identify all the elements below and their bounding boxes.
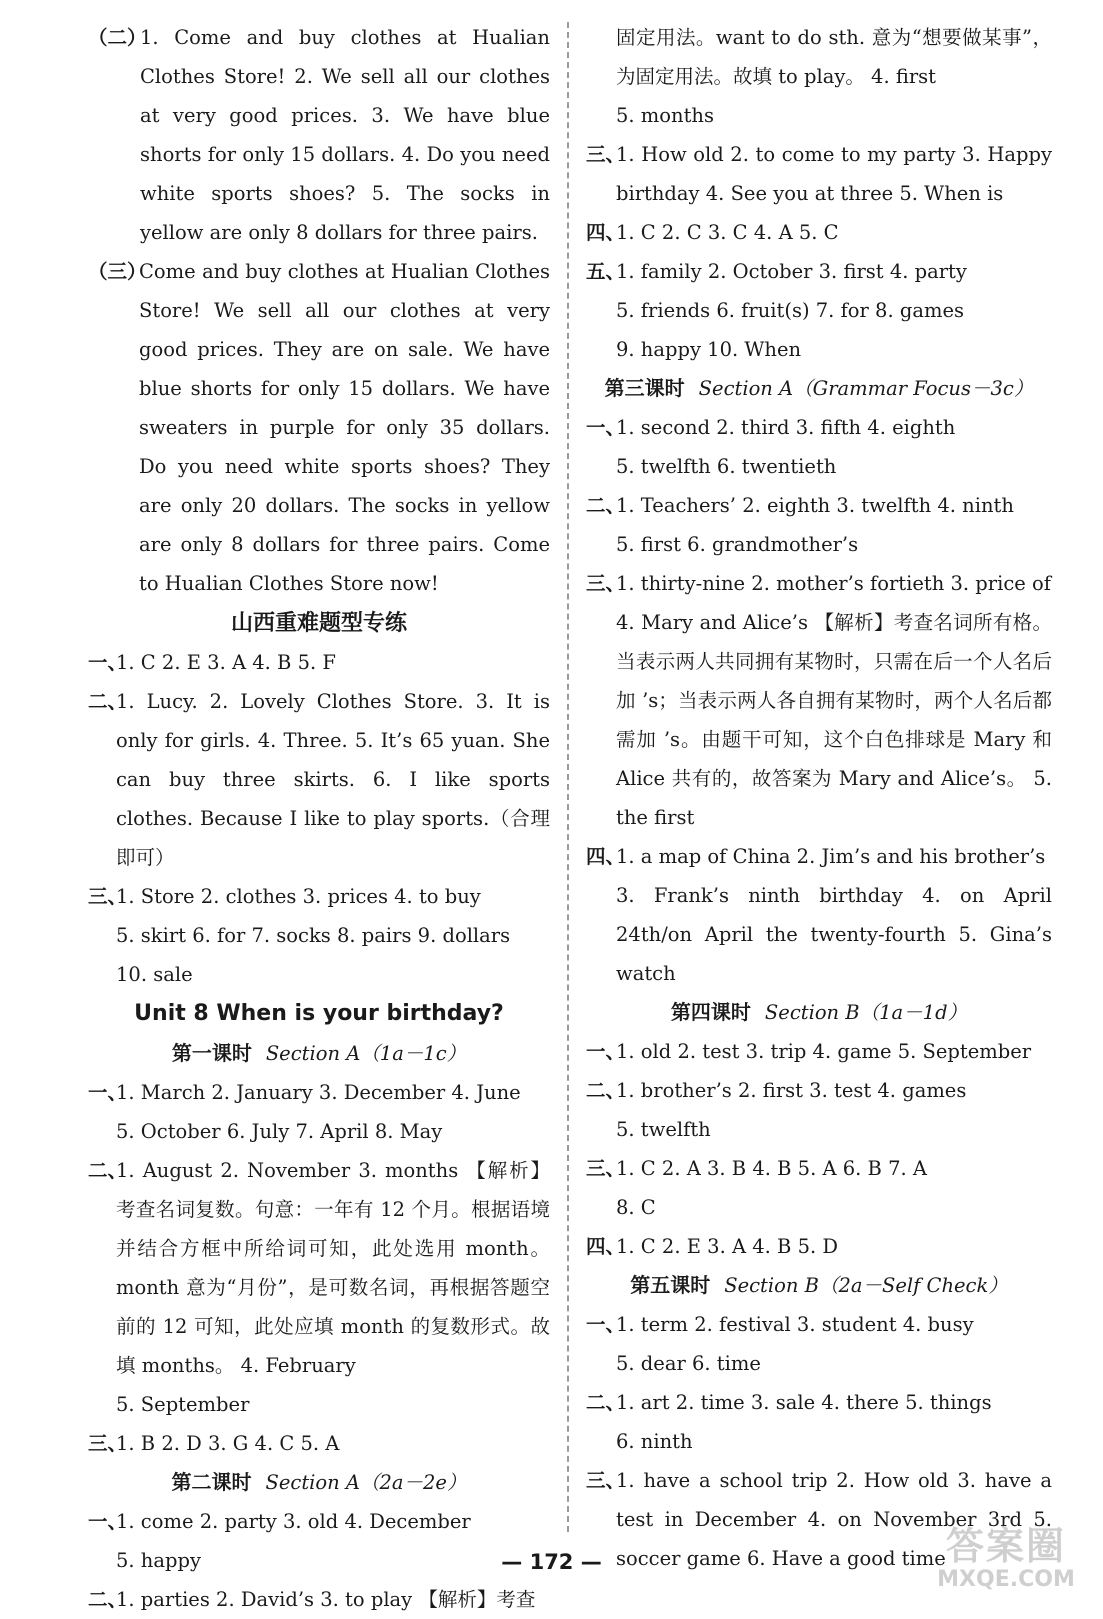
- lesson-title: 第五课时: [630, 1273, 711, 1297]
- lesson-section: Section B（1a－1d）: [764, 1001, 968, 1024]
- column-divider: [567, 22, 569, 1532]
- answer-line: 5. twelfth: [616, 1118, 711, 1141]
- answer-line: 5. friends 6. fruit(s) 7. for 8. games: [616, 299, 964, 322]
- answer-group-label: 一、: [88, 651, 128, 674]
- answer-group-label: 三、: [586, 1157, 626, 1180]
- lesson-title: 第四课时: [670, 1000, 751, 1024]
- lesson-section: Section A（Grammar Focus－3c）: [698, 377, 1034, 400]
- answer-line: 固定用法。want to do sth. 意为“想要做某事”，为固定用法。故填 to play。 4. first: [616, 26, 1052, 88]
- answer-line: 5. skirt 6. for 7. socks 8. pairs 9. dollars: [116, 924, 511, 947]
- answer-line: 1. Teachers’ 2. eighth 3. twelfth 4. ninth: [616, 494, 1014, 517]
- section-heading: 山西重难题型专练: [230, 610, 407, 636]
- watermark-line1: 答案圈: [945, 1524, 1066, 1568]
- answer-group: [88, 1151, 550, 1424]
- unit-heading: Unit 8 When is your birthday?: [134, 1001, 504, 1026]
- answer-line: 1. art 2. time 3. sale 4. there 5. things: [616, 1391, 992, 1414]
- answer-line: 8. C: [616, 1196, 656, 1219]
- answer-group: [88, 18, 550, 252]
- answer-line: 3. Frank’s ninth birthday 4. on April 24th/on April the twenty-fourth 5. Gina’s watch: [616, 884, 1052, 985]
- answer-line: 1. old 2. test 3. trip 4. game 5. September: [616, 1040, 1032, 1063]
- answer-group-label: （二）: [88, 26, 147, 49]
- lesson-heading: [88, 1034, 550, 1073]
- answer-group: [586, 135, 1052, 213]
- answer-group-label: 四、: [586, 845, 626, 868]
- answer-group: [586, 1305, 1052, 1383]
- answer-line: 5. months: [616, 104, 714, 127]
- answer-line: 5. dear 6. time: [616, 1352, 761, 1375]
- answer-line: 1. C 2. E 3. A 4. B 5. D: [616, 1235, 839, 1258]
- answer-line: 1. family 2. October 3. first 4. party: [616, 260, 967, 283]
- answer-line: 5. September: [116, 1393, 250, 1416]
- answer-group: [586, 564, 1052, 837]
- answer-line: 1. March 2. January 3. December 4. June: [116, 1081, 521, 1104]
- lesson-title: 第三课时: [604, 376, 685, 400]
- answer-group-label: 三、: [586, 572, 626, 595]
- lesson-title: 第一课时: [171, 1041, 252, 1065]
- answer-line: 1. brother’s 2. first 3. test 4. games: [616, 1079, 967, 1102]
- right-column: [586, 18, 1052, 1578]
- answer-line: 1. C 2. E 3. A 4. B 5. F: [116, 651, 336, 674]
- answer-group-label: 四、: [586, 221, 626, 244]
- answer-group-label: 二、: [586, 1079, 626, 1102]
- answer-group: [88, 252, 550, 603]
- left-column: [88, 18, 550, 1619]
- answer-group-label: 二、: [88, 1159, 128, 1182]
- watermark-logo: [931, 1524, 1081, 1596]
- lesson-heading: [586, 1266, 1052, 1305]
- answer-group: [586, 1227, 1052, 1266]
- lesson-section: Section A（1a－1c）: [265, 1042, 467, 1065]
- answer-group: [586, 837, 1052, 993]
- answer-group-label: 一、: [586, 1040, 626, 1063]
- answer-line: 1. come 2. party 3. old 4. December: [116, 1510, 471, 1533]
- answer-line: 4. Mary and Alice’s 【解析】考查名词所有格。当表示两人共同拥有某物时，只需在后一个人名后加 ’s；当表示两人各自拥有某物时，两个人名后都需加 ’s。由题干可知，这个白色排球是 Mary 和 Alice 共有的，故答案为 Mary and Alice’s。 5. the first: [616, 611, 1052, 829]
- answer-line: 10. sale: [116, 963, 193, 986]
- answer-group-label: 二、: [88, 1588, 128, 1611]
- answer-line: 1. Store 2. clothes 3. prices 4. to buy: [116, 885, 481, 908]
- answer-group: [586, 213, 1052, 252]
- answer-group: [586, 1383, 1052, 1461]
- answer-line: 5. happy: [116, 1549, 201, 1572]
- lesson-section: Section B（2a－Self Check）: [724, 1274, 1008, 1297]
- answer-group: [88, 682, 550, 877]
- answer-group: [88, 877, 550, 994]
- answer-group-label: 三、: [88, 1432, 128, 1455]
- answer-line: 6. ninth: [616, 1430, 693, 1453]
- page-number: — 172 —: [501, 1550, 602, 1574]
- answer-line: 1. Come and buy clothes at Hualian Clothes Store! 2. We sell all our clothes at very good prices. 3. We have blue shorts for only 15 dollars. 4. Do you need white sports shoes? 5. The socks in yellow are only 8 dollars for three pairs.: [140, 26, 550, 244]
- answer-line: 1. C 2. A 3. B 4. B 5. A 6. B 7. A: [616, 1157, 927, 1180]
- answer-group-label: 二、: [586, 1391, 626, 1414]
- answer-line: 1. thirty-nine 2. mother’s fortieth 3. price of: [616, 572, 1051, 595]
- answer-group-label: 三、: [586, 1469, 626, 1492]
- watermark-line2: MXQE.COM: [937, 1567, 1075, 1592]
- lesson-heading: [88, 1463, 550, 1502]
- answer-group: [586, 252, 1052, 369]
- answer-line: 1. B 2. D 3. G 4. C 5. A: [116, 1432, 340, 1455]
- answer-group-label: 四、: [586, 1235, 626, 1258]
- answer-group-label: 三、: [88, 885, 128, 908]
- answer-group-label: （三）: [88, 260, 147, 283]
- answer-group: [586, 1149, 1052, 1227]
- answer-group-label: 一、: [586, 416, 626, 439]
- answer-line: 1. second 2. third 3. fifth 4. eighth: [616, 416, 956, 439]
- answer-group-label: 一、: [586, 1313, 626, 1336]
- answer-line: 5. first 6. grandmother’s: [616, 533, 859, 556]
- answer-group: [88, 643, 550, 682]
- answer-group-label: 一、: [88, 1081, 128, 1104]
- answer-line: 1. a map of China 2. Jim’s and his brother’s: [616, 845, 1046, 868]
- answer-group: [586, 1071, 1052, 1149]
- answer-line: 1. August 2. November 3. months 【解析】考查名词复数。句意：一年有 12 个月。根据语境并结合方框中所给词可知，此处选用 month。month 意为“月份”，是可数名词，再根据答题空前的 12 可知，此处应填 month 的复数形式。故填 months。 4. February: [116, 1159, 550, 1377]
- answer-group: [586, 408, 1052, 486]
- answer-line: 1. How old 2. to come to my party 3. Happy birthday 4. See you at three 5. When is: [616, 143, 1052, 205]
- answer-line: 1. term 2. festival 3. student 4. busy: [616, 1313, 974, 1336]
- answer-group-label: 三、: [586, 143, 626, 166]
- answer-group: [88, 1424, 550, 1463]
- answer-line: 5. twelfth 6. twentieth: [616, 455, 837, 478]
- answer-line: 5. October 6. July 7. April 8. May: [116, 1120, 443, 1143]
- lesson-heading: [586, 993, 1052, 1032]
- answer-group: [586, 1032, 1052, 1071]
- answer-group: [586, 486, 1052, 564]
- answer-line: 1. Lucy. 2. Lovely Clothes Store. 3. It is only for girls. 4. Three. 5. It’s 65 yuan. She can buy three skirts. 6. I like sports clothes. Because I like to play sports.（合理即可）: [116, 690, 550, 869]
- answer-line: 1. C 2. C 3. C 4. A 5. C: [616, 221, 839, 244]
- continued-answer-block: [586, 18, 1052, 135]
- answer-line: 1. parties 2. David’s 3. to play 【解析】考查: [116, 1588, 536, 1611]
- answer-group-label: 一、: [88, 1510, 128, 1533]
- answer-line: 1. have a school trip 2. How old 3. have a test in December 4. on November 3rd 5. soccer game 6. Have a good time: [616, 1469, 1052, 1570]
- answer-group-label: 二、: [586, 494, 626, 517]
- answer-line: 9. happy 10. When: [616, 338, 802, 361]
- answer-group-label: 二、: [88, 690, 128, 713]
- answer-group: [88, 1073, 550, 1151]
- lesson-title: 第二课时: [171, 1470, 252, 1494]
- lesson-section: Section A（2a－2e）: [265, 1471, 467, 1494]
- answer-group-label: 五、: [586, 260, 626, 283]
- lesson-heading: [586, 369, 1052, 408]
- answer-line: Come and buy clothes at Hualian Clothes Store! We sell all our clothes at very good prices. They are on sale. We have blue shorts for only 15 dollars. We have sweaters in purple for only 35 dollars. Do you need white sports shoes? They are only 20 dollars. The socks in yellow are only 8 dollars for three pairs. Come to Hualian Clothes Store now!: [139, 260, 550, 595]
